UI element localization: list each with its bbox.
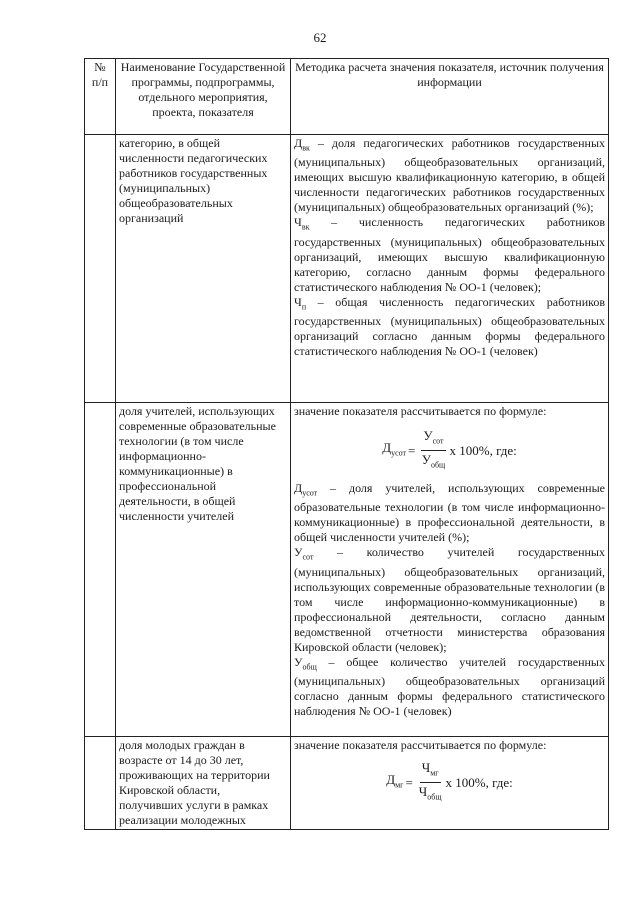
table-header-row — [85, 59, 609, 135]
page-number: 62 — [313, 30, 327, 45]
definition: $У_{сот}$ – количество учителей государственных (муниципальных) общеобразовательных организаций, использующих современные образовательные технологии (в том числе информационно-коммуникационные) в профессиональной деятельности, согласно данным ведомственной отчетности министерства образования Кировской области (человек); — [294, 545, 605, 654]
definition: $Д_{вк}$ – доля педагогических работников государственных (муниципальных) общеобразовательных организаций, имеющих высшую квалификационную категорию, в общей численности педагогических работников государственных (муниципальных) общеобразовательных организаций (%); — [294, 136, 605, 215]
indicator-name: категорию, в общей численности педагогических работников государственных (муниципальных) общеобразовательных организаций — [116, 135, 291, 403]
method-cell — [291, 135, 609, 403]
formula: $Д_{усот}$ = $\frac{У_{сот}}{У_{общ}}$ x 100%, где: — [294, 419, 605, 481]
method-cell — [291, 403, 609, 737]
definition: $Д_{усот}$ – доля учителей, использующих современные образовательные технологии (в том числе информационно-коммуникационные) в профессиональной деятельности, в общей численности учителей (%); — [294, 481, 605, 545]
header-name: Наименование Государственной программы, подпрограммы, отдельного мероприятия, проекта, показателя — [116, 59, 291, 135]
indicator-name: доля учителей, использующих современные образовательные технологии (в том числе информационно-коммуникационные) в профессиональной деятельности, в общей численности учителей — [116, 403, 291, 737]
table-row — [85, 135, 609, 403]
table-row — [85, 403, 609, 737]
table-row — [85, 737, 609, 830]
definition: $Ч_{вк}$ – численность педагогических работников государственных (муниципальных) общеобразовательных организаций, имеющих высшую квалификационную категорию, согласно данным формы федерального статистического наблюдения № ОО-1 (человек); — [294, 215, 605, 294]
header-method: Методика расчета значения показателя, источник получения информации — [291, 59, 609, 135]
definition: $У_{общ}$ – общее количество учителей государственных (муниципальных) общеобразовательных организаций согласно данным формы федерального статистического наблюдения № ОО-1 (человек) — [294, 654, 605, 719]
row-num — [85, 737, 116, 830]
indicator-table — [84, 58, 609, 830]
formula-rest: x 100%, где: — [445, 774, 513, 790]
formula-rest: x 100%, где: — [449, 442, 517, 458]
row-num — [85, 403, 116, 737]
formula-intro: значение показателя рассчитывается по формуле: — [294, 404, 547, 418]
formula: $Д_{мг}$ = $\frac{Ч_{мг}}{Ч_{общ}}$ x 100%, где: — [294, 753, 605, 811]
formula-fraction: $\frac{Ч_{мг}}{Ч_{общ}}$ — [418, 759, 442, 802]
definition: $Ч_п$ – общая численность педагогических работников государственных (муниципальных) общеобразовательных организаций согласно данным формы федерального статистического наблюдения № ОО-1 (человек) — [294, 294, 605, 359]
formula-fraction: $\frac{У_{сот}}{У_{общ}}$ — [421, 427, 446, 470]
method-cell — [291, 737, 609, 830]
formula-lhs: $Д_{мг}$ — [386, 771, 404, 790]
header-num: № п/п — [85, 59, 116, 135]
formula-intro: значение показателя рассчитывается по формуле: — [294, 738, 547, 752]
indicator-name: доля молодых граждан в возрасте от 14 до 30 лет, проживающих на территории Кировской области, получивших услуги в рамках реализации молодежных — [116, 737, 291, 830]
row-num — [85, 135, 116, 403]
formula-lhs: $Д_{усот}$ — [382, 439, 407, 458]
